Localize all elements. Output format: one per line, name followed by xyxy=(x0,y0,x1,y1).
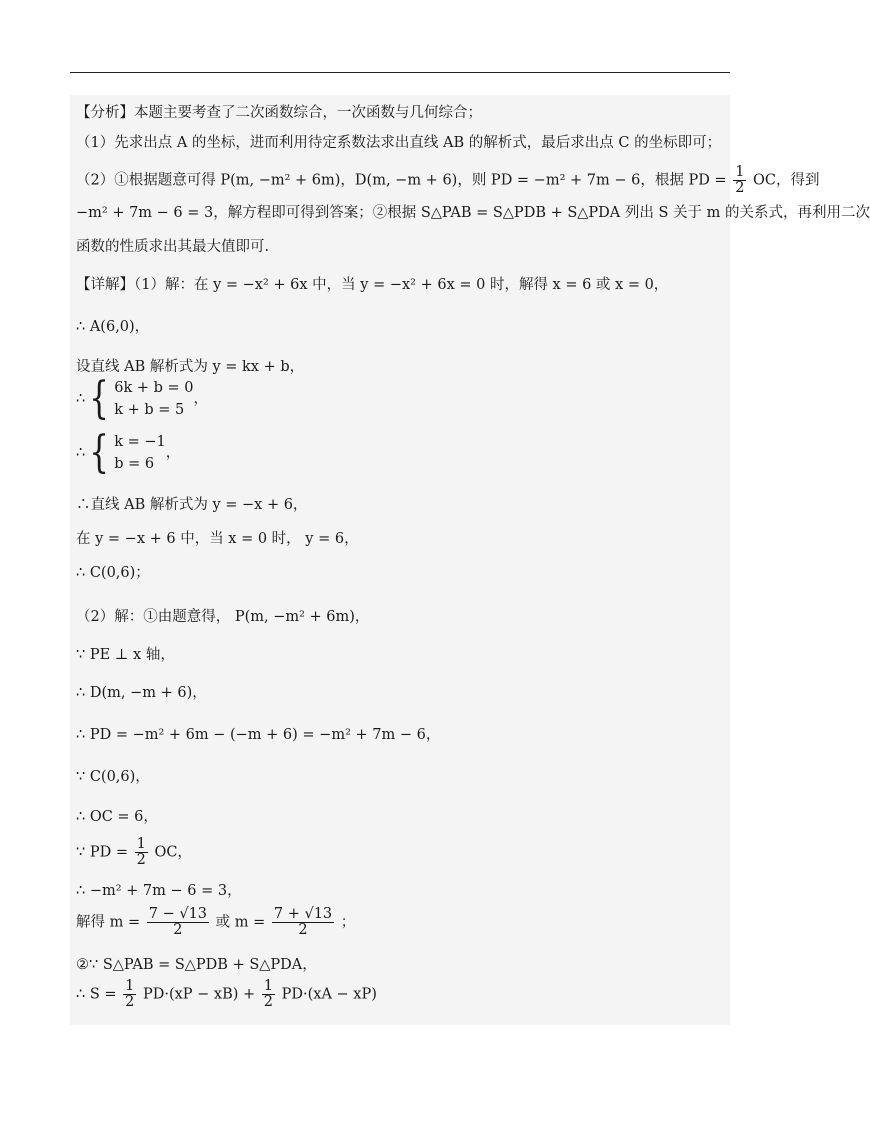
line-ab-result: ∴直线 AB 解析式为 y = −x + 6， xyxy=(76,497,308,513)
analysis-part2-cont: −m² + 7m − 6 = 3，解方程即可得到答案；②根据 S△PAB = S△PDB + S△PDA 列出 S 关于 m 的关系式，再利用二次 xyxy=(76,205,870,221)
solutions-m: 解得 m = $\frac{7 - √13}{2}$ 或 m = $\frac{7 + √13}{2}$ ； xyxy=(76,906,356,938)
fraction: $\frac{7 - √13}{2}$ xyxy=(148,906,208,938)
point-a: ∴ A(6,0)， xyxy=(76,319,150,335)
fraction: $\frac{7 + √13}{2}$ xyxy=(273,906,333,938)
fraction: $\frac{1}{2}$ xyxy=(136,836,146,868)
analysis-part1: （1）先求出点 A 的坐标，进而利用待定系数法求出直线 AB 的解析式，最后求出点 C 的坐标即可； xyxy=(76,135,722,151)
equation-system-1: ∴ { 6k + b = 0 k + b = 5 ， xyxy=(76,373,208,424)
detail-heading-line: 【详解】（1）解：在 y = −x² + 6x 中，当 y = −x² + 6x = 0 时，解得 x = 6 或 x = 0， xyxy=(76,277,669,293)
point-c-again: ∵ C(0,6)， xyxy=(76,769,150,785)
pd-half-oc: ∵ PD = $\frac{1}{2}$ OC， xyxy=(76,836,192,868)
fraction: $\frac{1}{2}$ xyxy=(735,164,745,196)
analysis-part2: （2）①根据题意可得 P(m, −m² + 6m)，D(m, −m + 6)，则 PD = −m² + 7m − 6，根据 PD = $\frac{1}{2}$ OC，得到 xyxy=(76,164,820,196)
point-c: ∴ C(0,6)； xyxy=(76,565,150,581)
area-expression: ∴ S = $\frac{1}{2}$ PD·(xP − xB) + $\frac{1}{2}$ PD·(xA − xP) xyxy=(76,978,377,1010)
point-d: ∴ D(m, −m + 6)， xyxy=(76,685,207,701)
pe-perpendicular: ∵ PE ⊥ x 轴， xyxy=(76,647,175,663)
solution-panel xyxy=(70,95,870,1025)
fraction: $\frac{1}{2}$ xyxy=(263,978,274,1010)
analysis-part2-end: 函数的性质求出其最大值即可. xyxy=(76,239,270,255)
header-rule xyxy=(70,72,730,73)
equation-equals-3: ∴ −m² + 7m − 6 = 3， xyxy=(76,883,242,899)
fraction: $\frac{1}{2}$ xyxy=(125,978,135,1010)
analysis-heading-line: 【分析】本题主要考查了二次函数综合，一次函数与几何综合； xyxy=(76,105,482,121)
area-relation: ②∵ S△PAB = S△PDB + S△PDA， xyxy=(76,957,317,973)
oc-value: ∴ OC = 6， xyxy=(76,809,158,825)
line-ab-setup: 设直线 AB 解析式为 y = kx + b， xyxy=(76,359,305,375)
pd-expression: ∴ PD = −m² + 6m − (−m + 6) = −m² + 7m − 6， xyxy=(76,727,441,743)
equation-system-2: ∴ { k = −1 b = 6 ， xyxy=(76,427,181,478)
point-c-derivation: 在 y = −x + 6 中，当 x = 0 时， y = 6， xyxy=(76,531,359,547)
part2-start: （2）解：①由题意得， P(m, −m² + 6m)， xyxy=(76,609,370,625)
